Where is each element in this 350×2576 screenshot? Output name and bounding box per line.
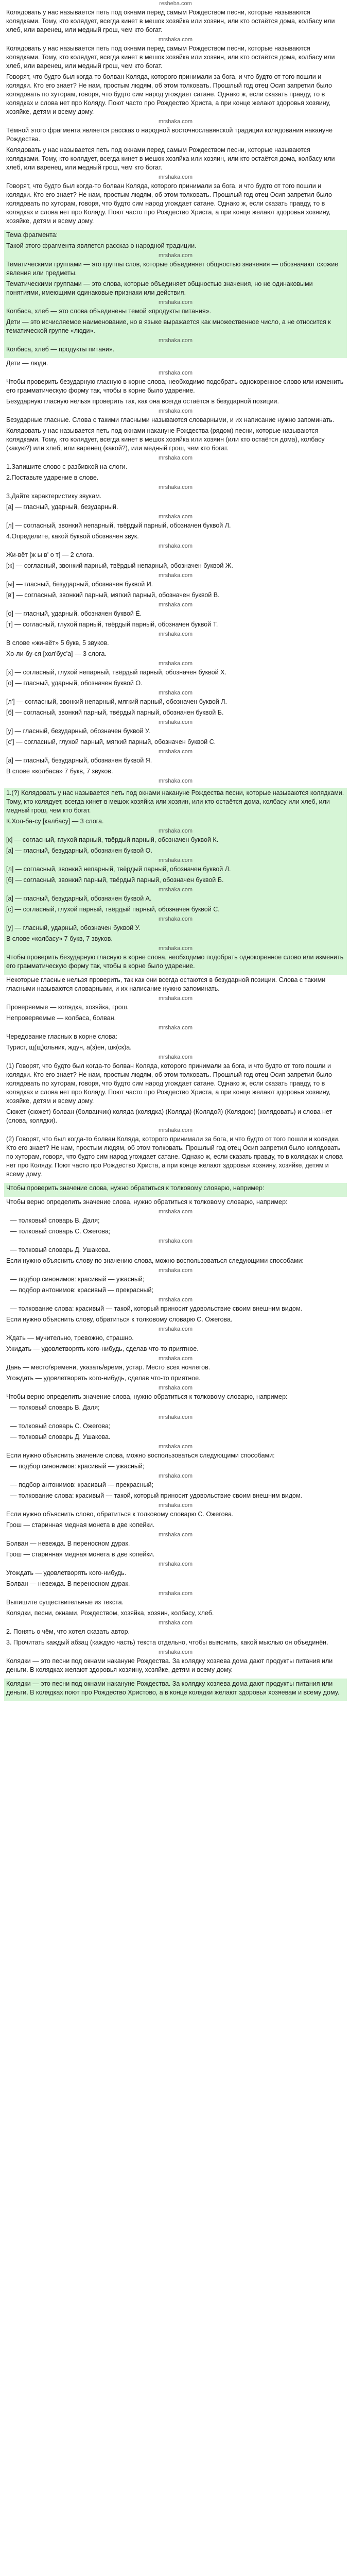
paragraph: [с] — согласный, глухой парный, твёрдый парный, обозначен буквой С. bbox=[6, 906, 220, 913]
paragraph: [л] — согласный, звонкий непарный, твёрдый парный, обозначен буквой Л. bbox=[6, 866, 231, 873]
paragraph: [б] — согласный, звонкий парный, твёрдый парный, обозначен буквой Б. bbox=[6, 876, 224, 884]
text-block bbox=[4, 1183, 347, 1197]
paragraph: [а] — гласный, безударный, обозначен буквой Я. bbox=[6, 757, 152, 764]
site-header[interactable]: resheba.com bbox=[159, 1, 192, 7]
paragraph: [а] — гласный, ударный, безударный. bbox=[6, 503, 118, 511]
paragraph: Безударную гласную нельзя проверить так, как она всегда остаётся в безударной позиции. bbox=[6, 398, 279, 405]
watermark: mrshaka.com bbox=[158, 887, 193, 893]
watermark: mrshaka.com bbox=[158, 1532, 193, 1538]
paragraph: [ж] — согласный, звонкий парный, твёрдый непарный, обозначен буквой Ж. bbox=[6, 562, 233, 569]
watermark: mrshaka.com bbox=[158, 1025, 193, 1031]
paragraph: Чтобы проверить безударную гласную в корне слова, необходимо подобрать однокоренное слово или изменить его грамматическую форму так, чтобы в корне было ударение. bbox=[6, 378, 344, 394]
paragraph: Говорят, что будто был когда-то болван Коляда, которого принимали за бога, и что будто от того пошли и колядки. Кто его знает? Не нам, простым людям, об этом толковать. Прошлый год отец Осип запретил было колядовать по хуторам, говоря, что будто сим народ угождает сатане. Однако ж, если сказать правду, то в колядках и слова нет про Коляду. Поют часто про Рождество Христа, а при конце желают здоровья хозяину, хозяйке, детям и всему дому. bbox=[6, 182, 332, 225]
watermark: mrshaka.com bbox=[158, 484, 193, 490]
paragraph: [х] — согласный, глухой непарный, твёрдый парный, обозначен буквой Х. bbox=[6, 669, 226, 676]
watermark: mrshaka.com bbox=[158, 1355, 193, 1362]
paragraph: [в'] — согласный, звонкий парный, мягкий парный, обозначен буквой В. bbox=[6, 591, 220, 599]
paragraph: Колядки — это песни под окнами накануне Рождества. За колядку хозяева дома дают продукты питания или деньги. В колядках поют про Рождество Христово, а в конце колядки желают здоровья хозяевам и всему дому. bbox=[6, 1680, 340, 1696]
paragraph: Угождать — удовлетворять кого-нибудь, сделав что-то приятное. bbox=[6, 1375, 201, 1382]
watermark: mrshaka.com bbox=[158, 631, 193, 637]
paragraph: Хо-ли-бу-ся [хол'бус'а] — 3 слога. bbox=[6, 650, 107, 657]
paragraph: Говорят, что будто был когда-то болван Коляда, которого принимали за бога, и что будто от того пошли и колядки. Кто его знает? Не нам, простым людям, об этом толковать. Прошлый год отец Осип запретил было колядовать по хуторам, говоря, что будто сим народ угождает сатане. Однако ж, если сказать правду, то в колядках и слова нет про Коляду. Поют часто про Рождество Христа, а при конце желают здоровья хозяину, хозяйке, детям и всему дому. bbox=[6, 73, 332, 115]
watermark: mrshaka.com bbox=[158, 1444, 193, 1450]
watermark: mrshaka.com bbox=[158, 543, 193, 549]
watermark: mrshaka.com bbox=[158, 1649, 193, 1655]
paragraph: 1.(?) Колядовать у нас называется петь под окнами накануне Рождества песни, которые называются колядками. Тому, кто колядует, всегда кинет в мешок хозяйка или хозяин, или кто остаётся дома, колбасу или хлеб, или медный грош, чем кто богат. bbox=[6, 789, 344, 814]
paragraph: [у] — гласный, ударный, обозначен буквой У. bbox=[6, 924, 141, 931]
paragraph: — толковый словарь В. Даля; bbox=[10, 1404, 100, 1411]
paragraph: К.Хол-ба-су [калбасу] — 3 слога. bbox=[6, 818, 104, 825]
paragraph: [б] — согласный, звонкий парный, твёрдый парный, обозначен буквой Б. bbox=[6, 709, 224, 716]
paragraph: [т] — согласный, глухой парный, твёрдый парный, обозначен буквой Т. bbox=[6, 621, 218, 628]
paragraph: Дань — место/времени, указать/время, устар. Место всех ночлегов. bbox=[6, 1364, 211, 1371]
paragraph: Колбаса, хлеб — продукты питания. bbox=[6, 346, 115, 353]
paragraph: В слове «жи-вёт» 5 букв, 5 звуков. bbox=[6, 639, 109, 647]
paragraph: Болван — невежда. В переносном дурак. bbox=[6, 1580, 130, 1587]
paragraph: Чтобы верно определить значение слова, нужно обратиться к толковому словарю, например: bbox=[6, 1393, 288, 1400]
paragraph: Дети — это исчисляемое наименование, но в языке выражается как множественное число, а не относится к тематической группе «люди». bbox=[6, 318, 331, 334]
watermark: mrshaka.com bbox=[158, 857, 193, 863]
watermark: mrshaka.com bbox=[158, 1326, 193, 1332]
paragraph: Тема фрагмента: bbox=[6, 231, 58, 239]
watermark: mrshaka.com bbox=[158, 1561, 193, 1567]
paragraph: Чтобы верно определить значение слова, нужно обратиться к толковому словарю, например: bbox=[6, 1198, 288, 1206]
paragraph: — толковый словарь С. Ожегова; bbox=[10, 1422, 111, 1430]
paragraph: 1.Запишите слово с разбивкой на слоги. bbox=[6, 463, 128, 470]
paragraph: 3. Прочитать каждый абзац (каждую часть) текста отдельно, чтобы выяснить, какой мыслью он объединён. bbox=[6, 1639, 328, 1646]
watermark: mrshaka.com bbox=[158, 514, 193, 520]
paragraph: [а] — гласный, безударный, обозначен буквой О. bbox=[6, 847, 152, 854]
paragraph: Колядовать у нас называется петь под окнами перед самым Рождеством песни, которые называются колядками. Тому, кто колядует, всегда кинет в мешок хозяйка или хозяин, или кто остаётся дома, колбасу или хлеб, или варенец, или медный грош, чем кто богат. bbox=[6, 9, 335, 33]
text-block bbox=[4, 358, 347, 788]
paragraph: Ждать — мучительно, тревожно, страшно. bbox=[6, 1334, 134, 1342]
watermark: mrshaka.com bbox=[158, 1385, 193, 1391]
watermark: mrshaka.com bbox=[158, 370, 193, 376]
paragraph: Безударные гласные. Слова с такими гласными называются словарными, и их написание нужно запоминать. bbox=[6, 416, 335, 423]
text-block bbox=[4, 1197, 347, 1679]
watermark: mrshaka.com bbox=[158, 1297, 193, 1303]
watermark: mrshaka.com bbox=[158, 602, 193, 608]
paragraph: — толковый словарь В. Даля; bbox=[10, 1217, 100, 1224]
watermark: mrshaka.com bbox=[158, 690, 193, 696]
paragraph: Колядки, песни, окнами, Рождеством, хозяйка, хозяин, колбасу, хлеб. bbox=[6, 1609, 214, 1617]
paragraph: Тематическими группами — это группы слов, которые объединяет общностью значения — обозначают схожие явления или предметы. bbox=[6, 261, 339, 277]
watermark: mrshaka.com bbox=[158, 1238, 193, 1244]
paragraph: — толковый словарь С. Ожегова; bbox=[10, 1228, 111, 1235]
text-block bbox=[4, 788, 347, 975]
paragraph: 2. Понять о чём, что хотел сказать автор. bbox=[6, 1628, 130, 1635]
paragraph: Колядовать у нас называется петь под окнами перед самым Рождеством песни, которые называются колядками. Тому, кто колядует, всегда кинет в мешок хозяйка или хозяин, или кто остаётся дома, колбасу или хлеб, или варенец, или медный грош, чем кто богат. bbox=[6, 45, 335, 70]
paragraph: Если нужно объяснить значение слова, можно воспользоваться следующими способами: bbox=[6, 1452, 275, 1459]
watermark: mrshaka.com bbox=[158, 995, 193, 1002]
paragraph: [о] — гласный, ударный, обозначен буквой О. bbox=[6, 680, 143, 687]
paragraph: Болван — невежда. В переносном дурак. bbox=[6, 1540, 130, 1547]
paragraph: Жи-вёт [ж ы в' о т] — 2 слога. bbox=[6, 551, 94, 558]
paragraph: В слове «колбасу» 7 букв, 7 звуков. bbox=[6, 935, 113, 942]
watermark: mrshaka.com bbox=[158, 945, 193, 952]
text-block bbox=[4, 230, 347, 358]
paragraph: — подбор синонимов: красивый — ужасный; bbox=[10, 1463, 145, 1470]
watermark: mrshaka.com bbox=[158, 299, 193, 306]
paragraph: В слове «колбаса» 7 букв, 7 звуков. bbox=[6, 768, 113, 775]
watermark: mrshaka.com bbox=[158, 174, 193, 180]
paragraph: Чтобы проверить безударную гласную в корне слова, необходимо подобрать однокоренное слово или изменить его грамматическую форму так, чтобы в корне было ударение. bbox=[6, 954, 344, 970]
watermark: mrshaka.com bbox=[158, 1267, 193, 1274]
paragraph: Угождать — удовлетворять кого-нибудь. bbox=[6, 1569, 127, 1577]
paragraph: Грош — старинная медная монета в две копейки. bbox=[6, 1551, 155, 1558]
paragraph: Если нужно объяснить слову, обратиться к толковому словарю С. Ожегова. bbox=[6, 1316, 233, 1323]
paragraph: Выпишите существительные из текста. bbox=[6, 1599, 124, 1606]
watermark: mrshaka.com bbox=[158, 1620, 193, 1626]
paragraph: Дети — люди. bbox=[6, 360, 48, 367]
watermark: mrshaka.com bbox=[158, 337, 193, 344]
paragraph: Сюжет (сюжет) болван (болванчик) коляда (колядка) (Коляда) (Колядой) (Колядою) (колядовать) и слова нет (слова, колядки). bbox=[6, 1108, 332, 1124]
paragraph: Некоторые гласные нельзя проверить, так как они всегда остаются в безударной позиции. Слова с такими гласными называются словарными, и их написание нужно запоминать. bbox=[6, 976, 326, 992]
watermark: mrshaka.com bbox=[158, 455, 193, 461]
paragraph: [л'] — согласный, звонкий непарный, мягкий парный, обозначен буквой Л. bbox=[6, 698, 227, 705]
watermark: mrshaka.com bbox=[158, 572, 193, 579]
watermark: mrshaka.com bbox=[158, 118, 193, 125]
paragraph: [ы] — гласный, безударный, обозначен буквой И. bbox=[6, 581, 153, 588]
paragraph: (1) Говорят, что будто был когда-то болван Коляда, которого принимали за бога, и что будто от того пошли и колядки. Кто его знает? Не нам, простым людям, об этом толковать. Прошлый год отец Осип запретил было колядовать по хуторам, говоря, что будто сим народ угождает сатане. Однако ж, если сказать правду, то в колядках и слова нет про Коляду. Поют часто про Рождество Христа, а при конце желают здоровья хозяину, хозяйке, детям и всему дому. bbox=[6, 1062, 332, 1105]
watermark: mrshaka.com bbox=[158, 37, 193, 43]
paragraph: Непроверяемые — колбаса, болван. bbox=[6, 1014, 116, 1022]
paragraph: — подбор антонимов: красивый — прекрасный; bbox=[10, 1286, 153, 1294]
paragraph: Колядки — это песни под окнами накануне Рождества. За колядку хозяева дома дают продукты питания или деньги. В колядках желают здоровья хозяину, хозяйке, детям и всему дому. bbox=[6, 1657, 333, 1673]
paragraph: 4.Определите, какой буквой обозначен звук. bbox=[6, 533, 139, 540]
paragraph: [а] — гласный, безударный, обозначен буквой А. bbox=[6, 895, 152, 902]
watermark: mrshaka.com bbox=[158, 1127, 193, 1133]
watermark: mrshaka.com bbox=[158, 1502, 193, 1509]
paragraph: Если нужно объяснить слову по значению слова, можно воспользоваться следующими способами: bbox=[6, 1257, 304, 1264]
watermark: mrshaka.com bbox=[158, 1414, 193, 1420]
paragraph: (2) Говорят, что был когда-то болван Коляда, которого принимали за бога, и что будто от того пошли и колядки. Кто его знает? Не нам, простым людям, об этом толковать. Прошлый год отец Осип запретил было колядовать по хуторам, говоря, что будто сим народ угождает сатане. Однако ж, если сказать правду, то в колядках и слова нет про Коляду. Поют часто про Рождество Христа, а при конце желают здоровья хозяину, хозяйке, детям и всему дому. bbox=[6, 1136, 343, 1178]
paragraph: Тёмной этого фрагмента является рассказ о народной восточнославянской традиции колядования накануне Рождества. bbox=[6, 127, 333, 143]
watermark: mrshaka.com bbox=[158, 916, 193, 922]
paragraph: Грош — старинная медная монета в две копейки. bbox=[6, 1521, 155, 1529]
watermark: mrshaka.com bbox=[158, 778, 193, 784]
paragraph: — толковый словарь Д. Ушакова. bbox=[10, 1246, 111, 1253]
paragraph: Чтобы проверить значение слова, нужно обратиться к толковому словарю, например: bbox=[6, 1184, 265, 1192]
paragraph: Колядовать у нас называется петь под окнами накануне Рождества (рядом) песни, которые называются колядками. Тому, кто колядует, всегда кинет в мешок хозяйка или хозяин (или кто остаётся дома), колбасу (какую?) или хлеб, или варенец (какой?), или медный грош, чем кто богат. bbox=[6, 427, 325, 452]
paragraph: Колбаса, хлеб — это слова объединены темой «продукты питания». bbox=[6, 308, 212, 315]
paragraph: Турист, щ(щ)ольник, ждун, а(з)ен, шк(ск)а. bbox=[6, 1044, 132, 1051]
paragraph: [л] — согласный, звонкий непарный, твёрдый парный, обозначен буквой Л. bbox=[6, 522, 231, 529]
watermark: mrshaka.com bbox=[158, 252, 193, 259]
document-content bbox=[4, 7, 347, 1701]
paragraph: Ужидать — удовлетворять кого-нибудь, сделав что-то приятное. bbox=[6, 1345, 199, 1352]
paragraph: Если нужно объяснить слово, обратиться к толковому словарю С. Ожегова. bbox=[6, 1511, 234, 1518]
watermark: mrshaka.com bbox=[158, 1209, 193, 1215]
paragraph: Чередование гласных в корне слова: bbox=[6, 1033, 117, 1040]
paragraph: Тематическими группами — это слова, которые объединяет общностью значения, но не одинаковыми понятиями, имеющими одинаковые признаки или действия. bbox=[6, 280, 313, 296]
paragraph: [о] — гласный, ударный, обозначен буквой Ё. bbox=[6, 610, 142, 617]
paragraph: — толковый словарь Д. Ушакова. bbox=[10, 1433, 111, 1440]
watermark: mrshaka.com bbox=[158, 1054, 193, 1060]
text-block bbox=[4, 7, 347, 230]
paragraph: 3.Дайте характеристику звукам. bbox=[6, 493, 102, 500]
paragraph: — подбор антонимов: красивый — прекрасный; bbox=[10, 1481, 153, 1488]
paragraph: [с'] — согласный, глухой парный, мягкий парный, обозначен буквой С. bbox=[6, 738, 216, 745]
paragraph: [к] — согласный, глухой парный, твёрдый парный, обозначен буквой К. bbox=[6, 836, 219, 843]
watermark: mrshaka.com bbox=[158, 1590, 193, 1597]
text-block bbox=[4, 975, 347, 1183]
paragraph: Проверяемые — колядка, хозяйка, грош. bbox=[6, 1004, 129, 1011]
paragraph: [у] — гласный, безударный, обозначен буквой У. bbox=[6, 727, 150, 735]
paragraph: — подбор синонимов: красивый — ужасный; bbox=[10, 1276, 145, 1283]
paragraph: — толкование слова: красивый — такой, который приносит удовольствие своим внешним видом. bbox=[10, 1492, 303, 1499]
paragraph: Колядовать у нас называется петь под окнами перед самым Рождеством песни, которые называются колядками. Тому, кто колядует, всегда кинет в мешок хозяйка или хозяин, или кто остаётся дома, колбасу или хлеб, или варенец, или медный грош, чем кто богат. bbox=[6, 146, 335, 171]
text-block bbox=[4, 1679, 347, 1701]
watermark: mrshaka.com bbox=[158, 408, 193, 414]
watermark: mrshaka.com bbox=[158, 719, 193, 725]
paragraph: — толкование слова: красивый — такой, который приносит удовольствие своим внешним видом. bbox=[10, 1305, 303, 1312]
watermark: mrshaka.com bbox=[158, 749, 193, 755]
paragraph: 2.Поставьте ударение в слове. bbox=[6, 474, 99, 481]
watermark: mrshaka.com bbox=[158, 828, 193, 834]
paragraph: Такой этого фрагмента является рассказ о народной традиции. bbox=[6, 242, 197, 249]
watermark: mrshaka.com bbox=[158, 1473, 193, 1479]
watermark: mrshaka.com bbox=[158, 660, 193, 667]
